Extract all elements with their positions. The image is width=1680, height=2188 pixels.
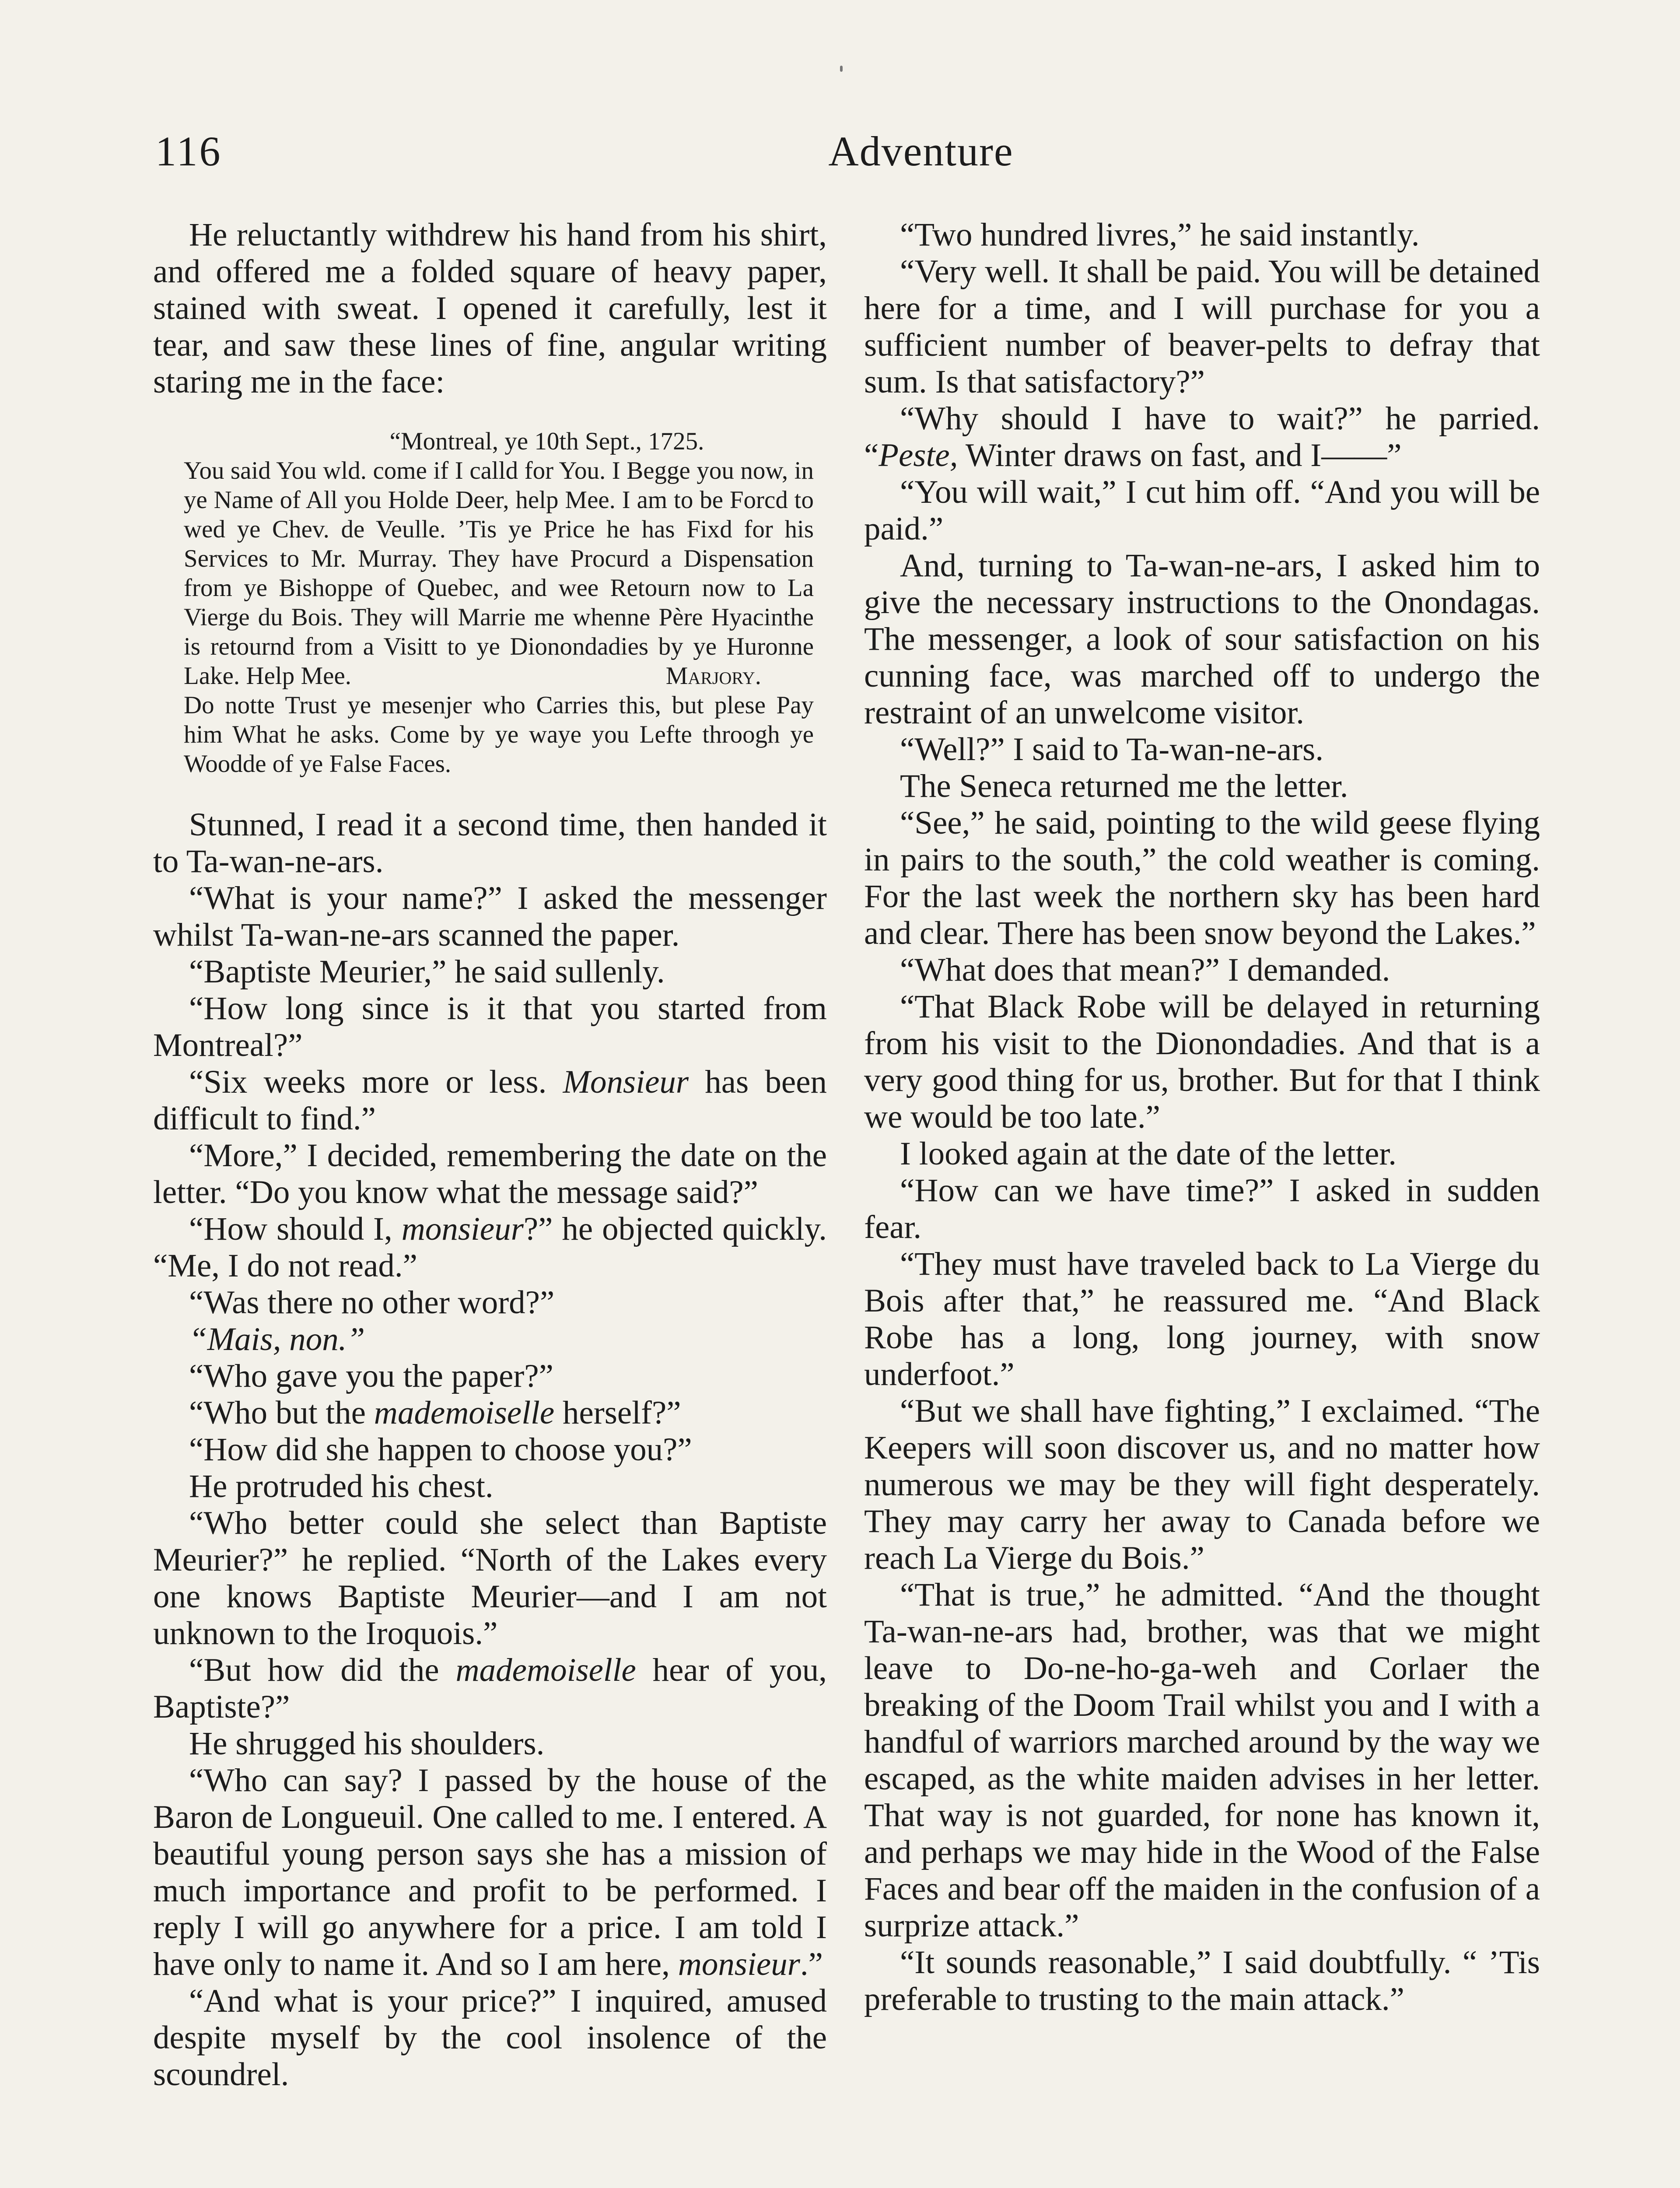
paragraph: “How can we have time?” I asked in sudden fear.	[864, 1172, 1540, 1245]
paragraph: “They must have traveled back to La Vierge du Bois after that,” he reassured me. “And Black Robe has a long, long journey, with snow underfoot.”	[864, 1246, 1540, 1392]
left-column	[153, 217, 827, 2093]
paragraph: Stunned, I read it a second time, then handed it to Ta-wan-ne-ars.	[153, 806, 827, 880]
paragraph: “What is your name?” I asked the messenger whilst Ta-wan-ne-ars scanned the paper.	[153, 880, 827, 953]
paragraph: “How should I, monsieur?” he objected quickly. “Me, I do not read.”	[153, 1211, 827, 1284]
letter-postscript: Do notte Trust ye mesenjer who Carries this, but plese Pay him What he asks. Come by ye waye you Lefte throogh ye Woodde of ye False Faces.	[184, 691, 814, 778]
paragraph: “Who better could she select than Baptiste Meurier?” he replied. “North of the Lakes every one knows Baptiste Meurier—and I am not unknown to the Iroquois.”	[153, 1505, 827, 1652]
paragraph: And, turning to Ta-wan-ne-ars, I asked him to give the necessary instructions to the Onondagas. The messenger, a look of sour satisfaction on his cunning face, was marched off to undergo the restraint of an unwelcome visitor.	[864, 547, 1540, 731]
paragraph: “Mais, non.”	[189, 1321, 365, 1357]
paragraph: “How long since is it that you started from Montreal?”	[153, 990, 827, 1063]
quoted-letter	[184, 427, 814, 778]
letter-body: You said You wld. come if I calld for You. I Begge you now, in ye Name of All you Holde Deer, help Mee. I am to be Forcd to wed ye Chev. de Veulle. ’Tis ye Price he has Fixd for his Services to Mr. Murray. They have Procurd a Dispensation from ye Bishoppe of Quebec, and wee Retourn now to La Vierge du Bois. They will Marrie me whenne Père Hyacinthe is retournd from a Visitt to ye Dionondadies by ye Huronne Lake. Help Mee. Marjory.	[184, 457, 814, 690]
paragraph: I looked again at the date of the letter.	[900, 1136, 1396, 1172]
paragraph: “Who gave you the paper?”	[189, 1358, 553, 1394]
paragraph: “More,” I decided, remembering the date on the letter. “Do you know what the message said?”	[153, 1137, 827, 1210]
paragraph: “That is true,” he admitted. “And the thought Ta-wan-ne-ars had, brother, was that we might leave to Do-ne-ho-ga-weh and Corlaer the breaking of the Doom Trail whilst you and I with a handful of warriors marched around by the way we escaped, as the white maiden advises in her letter. That way is not guarded, for none has known it, and perhaps we may hide in the Wood of the False Faces and bear off the maiden in the confusion of a surprize attack.”	[864, 1577, 1540, 1944]
page-number: 116	[155, 128, 222, 175]
paragraph: “Why should I have to wait?” he parried. “Peste, Winter draws on fast, and I——”	[864, 400, 1540, 473]
paragraph: “Well?” I said to Ta-wan-ne-ars.	[900, 731, 1324, 768]
letter-dateline: “Montreal, ye 10th Sept., 1725.	[389, 428, 704, 455]
paragraph: He reluctantly withdrew his hand from his shirt, and offered me a folded square of heavy paper, stained with sweat. I opened it carefully, lest it tear, and saw these lines of fine, angular writing staring me in the face:	[153, 217, 827, 400]
paragraph: The Seneca returned me the letter.	[900, 768, 1348, 804]
paragraph: “Six weeks more or less. Monsieur has been difficult to find.”	[153, 1064, 827, 1137]
right-column	[864, 217, 1540, 2018]
paragraph: “See,” he said, pointing to the wild geese flying in pairs to the south,” the cold weather is coming. For the last week the northern sky has been hard and clear. There has been snow beyond the Lakes.”	[864, 805, 1540, 951]
letter-signature: Marjory.	[665, 662, 761, 690]
paragraph: “And what is your price?” I inquired, amused despite myself by the cool insolence of the scoundrel.	[153, 1983, 827, 2093]
paragraph: “Very well. It shall be paid. You will be detained here for a time, and I will purchase for you a sufficient number of beaver-pelts to defray that sum. Is that satisfactory?”	[864, 253, 1540, 400]
paragraph: “Was there no other word?”	[189, 1284, 555, 1321]
paragraph: “But we shall have fighting,” I exclaimed. “The Keepers will soon discover us, and no matter how numerous we may be they will fight desperately. They may carry her away to Canada before we reach La Vierge du Bois.”	[864, 1393, 1540, 1576]
page-header	[155, 127, 1538, 188]
paragraph: “Who but the mademoiselle herself?”	[189, 1395, 681, 1431]
paragraph: “It sounds reasonable,” I said doubtfully. “ ’Tis preferable to trusting to the main attack.”	[864, 1944, 1540, 2017]
paragraph: “But how did the mademoiselle hear of you, Baptiste?”	[153, 1652, 827, 1725]
paragraph: “That Black Robe will be delayed in returning from his visit to the Dionondadies. And that is a very good thing for us, brother. But for that I think we would be too late.”	[864, 989, 1540, 1135]
paragraph: “You will wait,” I cut him off. “And you will be paid.”	[864, 474, 1540, 547]
paragraph: He shrugged his shoulders.	[189, 1725, 545, 1762]
running-title: Adventure	[828, 128, 1014, 175]
paragraph: “Who can say? I passed by the house of the Baron de Longueuil. One called to me. I entered. A beautiful young person says she has a mission of much importance and profit to be performed. I reply I will go anywhere for a price. I am told I have only to name it. And so I am here, monsieur.”	[153, 1762, 827, 1982]
paragraph: “What does that mean?” I demanded.	[900, 952, 1390, 988]
paragraph: He protruded his chest.	[189, 1468, 494, 1504]
paragraph: “Two hundred livres,” he said instantly.	[900, 217, 1420, 253]
fold-mark	[840, 66, 843, 72]
paragraph: “Baptiste Meurier,” he said sullenly.	[189, 954, 665, 990]
paragraph: “How did she happen to choose you?”	[189, 1431, 692, 1468]
